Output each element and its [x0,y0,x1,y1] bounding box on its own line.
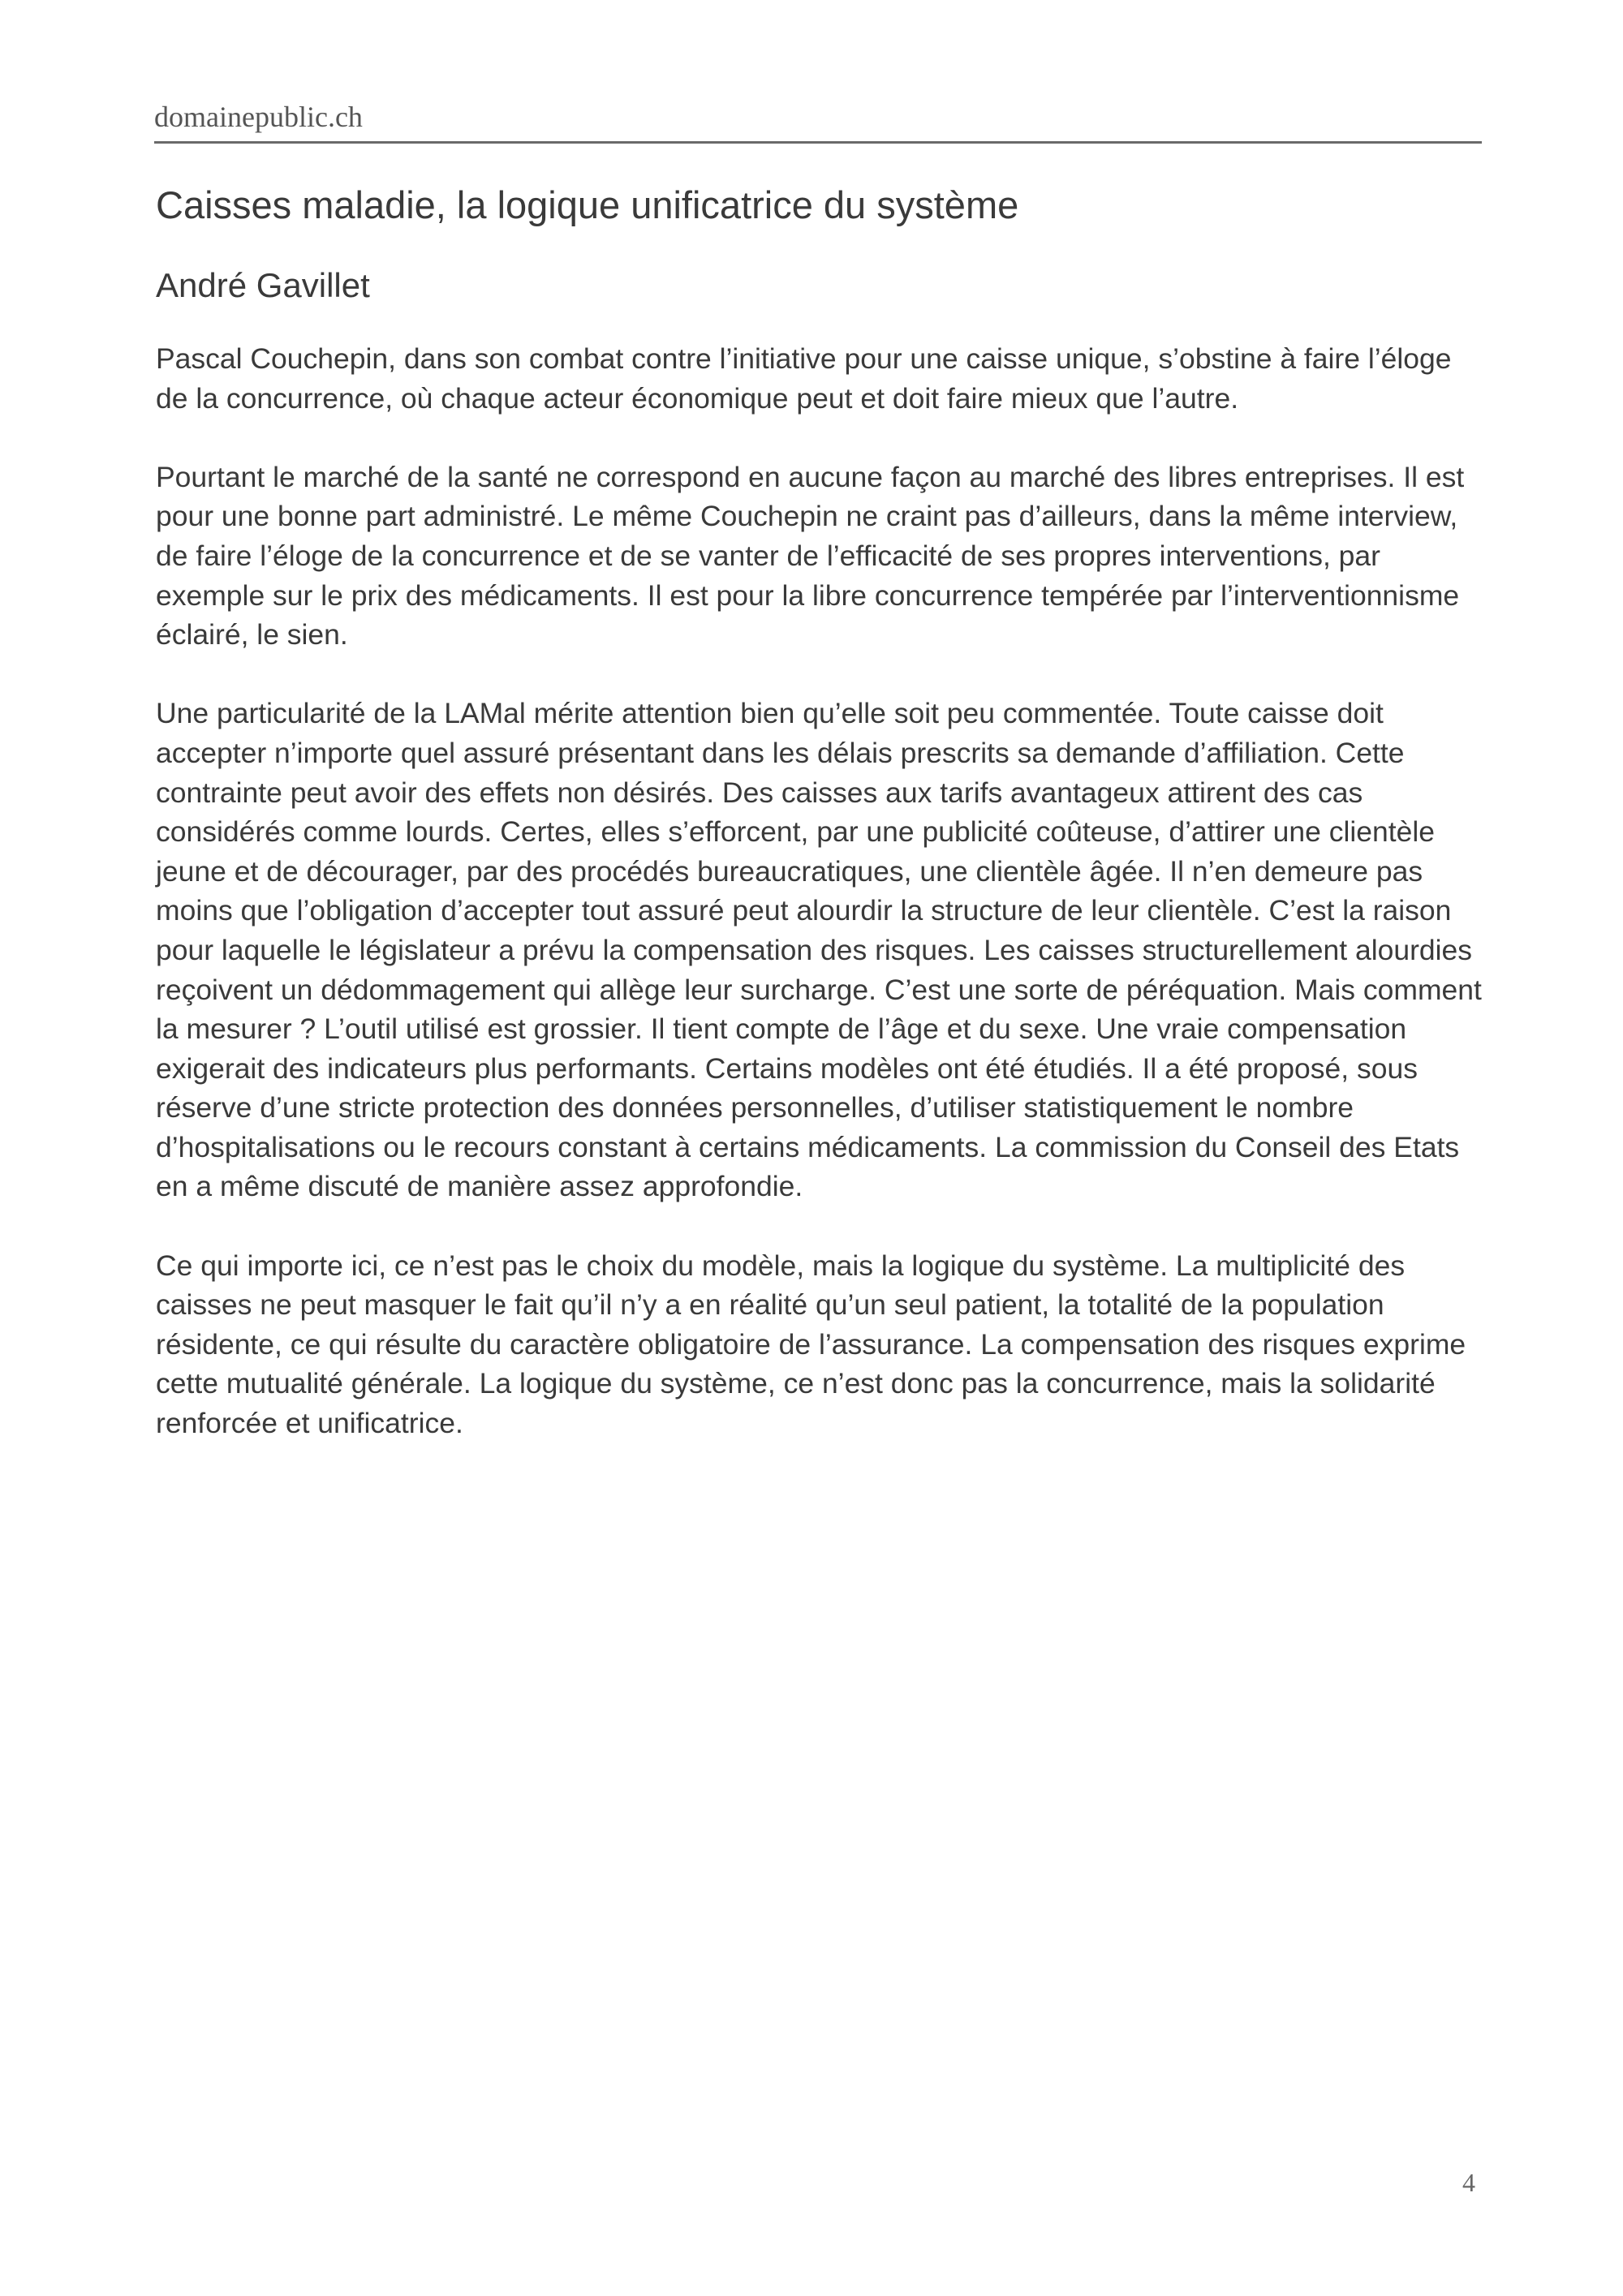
article-author: André Gavillet [156,266,370,304]
article-body [156,339,1487,1443]
paragraph: Pourtant le marché de la santé ne correspond en aucune façon au marché des libres entreprises. Il est pour une bonne part administré. Le même Couchepin ne craint pas d’ailleurs, dans la même interview, de faire l’éloge de la concurrence et de se vanter de l’efficacité de ses propres interventions, par exemple sur le prix des médicaments. Il est pour la libre concurrence tempérée par l’interventionnisme éclairé, le sien. [156,460,1465,651]
paragraph: Pascal Couchepin, dans son combat contre l’initiative pour une caisse unique, s’obstine à faire l’éloge de la concurrence, où chaque acteur économique peut et doit faire mieux que l’autre. [156,342,1452,415]
page-number: 4 [1462,2168,1475,2197]
article-title: Caisses maladie, la logique unificatrice du système [156,183,1019,226]
site-name: domainepublic.ch [154,101,363,133]
page-header [154,96,1482,144]
paragraph: Une particularité de la LAMal mérite attention bien qu’elle soit peu commentée. Toute caisse doit accepter n’importe quel assuré présentant dans les délais prescrits sa demande d’affiliation. Cette contrainte peut avoir des effets non désirés. Des caisses aux tarifs avantageux attirent des cas considérés comme lourds. Certes, elles s’efforcent, par une publicité coûteuse, d’attirer une clientèle jeune et de décourager, par des procédés bureaucratiques, une clientèle âgée. Il n’en demeure pas moins que l’obligation d’accepter tout assuré peut alourdir la structure de leur clientèle. C’est la raison pour laquelle le législateur a prévu la compensation des risques. Les caisses structurellement alourdies reçoivent un dédommagement qui allège leur surcharge. C’est une sorte de péréquation. Mais comment la mesurer ? L’outil utilisé est grossier. Il tient compte de l’âge et du sexe. Une vraie compensation exigerait des indicateurs plus performants. Certains modèles ont été étudiés. Il a été proposé, sous réserve d’une stricte protection des données personnelles, d’utiliser statistiquement le nombre d’hospitalisations ou le recours constant à certains médicaments. La commission du Conseil des Etats en a même discuté de manière assez approfondie. [156,697,1482,1203]
article [156,177,1487,1482]
paragraph: Ce qui importe ici, ce n’est pas le choix du modèle, mais la logique du système. La multiplicité des caisses ne peut masquer le fait qu’il n’y a en réalité qu’un seul patient, la totalité de la population résidente, ce qui résulte du caractère obligatoire de l’assurance. La compensation des risques exprime cette mutualité générale. La logique du système, ce n’est donc pas la concurrence, mais la solidarité renforcée et unificatrice. [156,1249,1466,1440]
